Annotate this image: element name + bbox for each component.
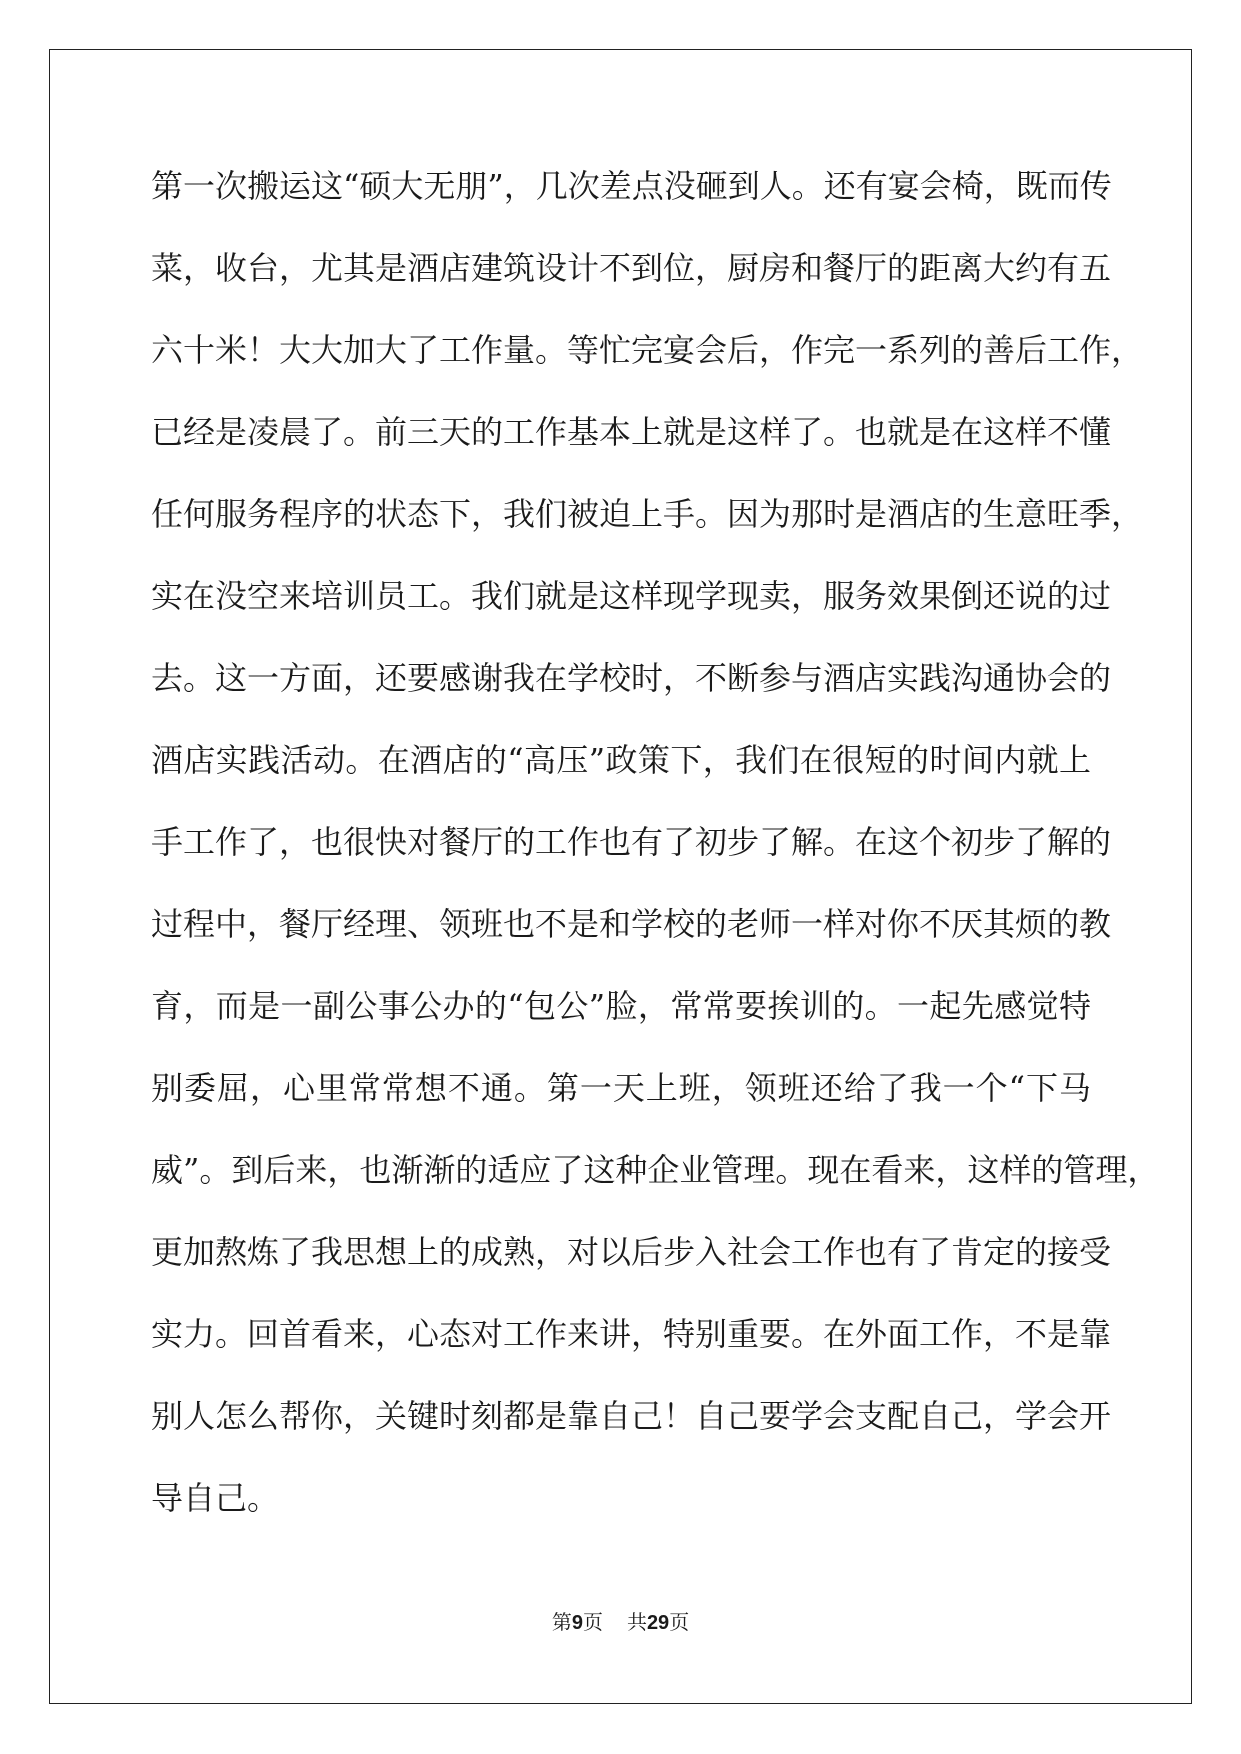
- text-line: 威”。到后来，也渐渐的适应了这种企业管理。现在看来，这样的管理，: [151, 1151, 1160, 1189]
- text-line: 更加熬炼了我思想上的成熟，对以后步入社会工作也有了肯定的接受: [151, 1233, 1112, 1271]
- text-line: 六十米！大大加大了工作量。等忙完宴会后，作完一系列的善后工作，: [151, 331, 1144, 369]
- body-text: [151, 160, 1160, 1554]
- total-prefix: 共: [626, 1610, 647, 1634]
- text-line: 第一次搬运这“硕大无朋”，几次差点没砸到人。还有宴会椅，既而传: [151, 167, 1112, 205]
- text-line: 酒店实践活动。在酒店的“高压”政策下，我们在很短的时间内就上: [151, 741, 1091, 779]
- text-line: 别委屈，心里常常想不通。第一天上班，领班还给了我一个“下马: [151, 1069, 1091, 1107]
- page-footer: [0, 1610, 1241, 1635]
- total-pages: 29: [646, 1612, 670, 1634]
- text-line: 任何服务程序的状态下，我们被迫上手。因为那时是酒店的生意旺季，: [151, 495, 1144, 533]
- page-prefix: 第: [551, 1610, 572, 1634]
- text-line: 去。这一方面，还要感谢我在学校时，不断参与酒店实践沟通协会的: [151, 659, 1112, 697]
- text-line: 手工作了，也很快对餐厅的工作也有了初步了解。在这个初步了解的: [151, 823, 1112, 861]
- total-suffix: 页: [669, 1610, 690, 1634]
- text-line: 实力。回首看来，心态对工作来讲，特别重要。在外面工作，不是靠: [151, 1315, 1112, 1353]
- text-line: 别人怎么帮你，关键时刻都是靠自己！自己要学会支配自己，学会开: [151, 1397, 1112, 1435]
- text-line: 育，而是一副公事公办的“包公”脸，常常要挨训的。一起先感觉特: [151, 987, 1091, 1025]
- text-line: 实在没空来培训员工。我们就是这样现学现卖，服务效果倒还说的过: [151, 577, 1112, 615]
- page-number: 9: [571, 1612, 583, 1634]
- text-line: 导自己。: [151, 1479, 280, 1517]
- text-line: 已经是凌晨了。前三天的工作基本上就是这样了。也就是在这样不懂: [151, 413, 1112, 451]
- text-line: 过程中，餐厅经理、领班也不是和学校的老师一样对你不厌其烦的教: [151, 905, 1112, 943]
- text-line: 菜，收台，尤其是酒店建筑设计不到位，厨房和餐厅的距离大约有五: [151, 249, 1112, 287]
- page-suffix: 页: [582, 1610, 603, 1634]
